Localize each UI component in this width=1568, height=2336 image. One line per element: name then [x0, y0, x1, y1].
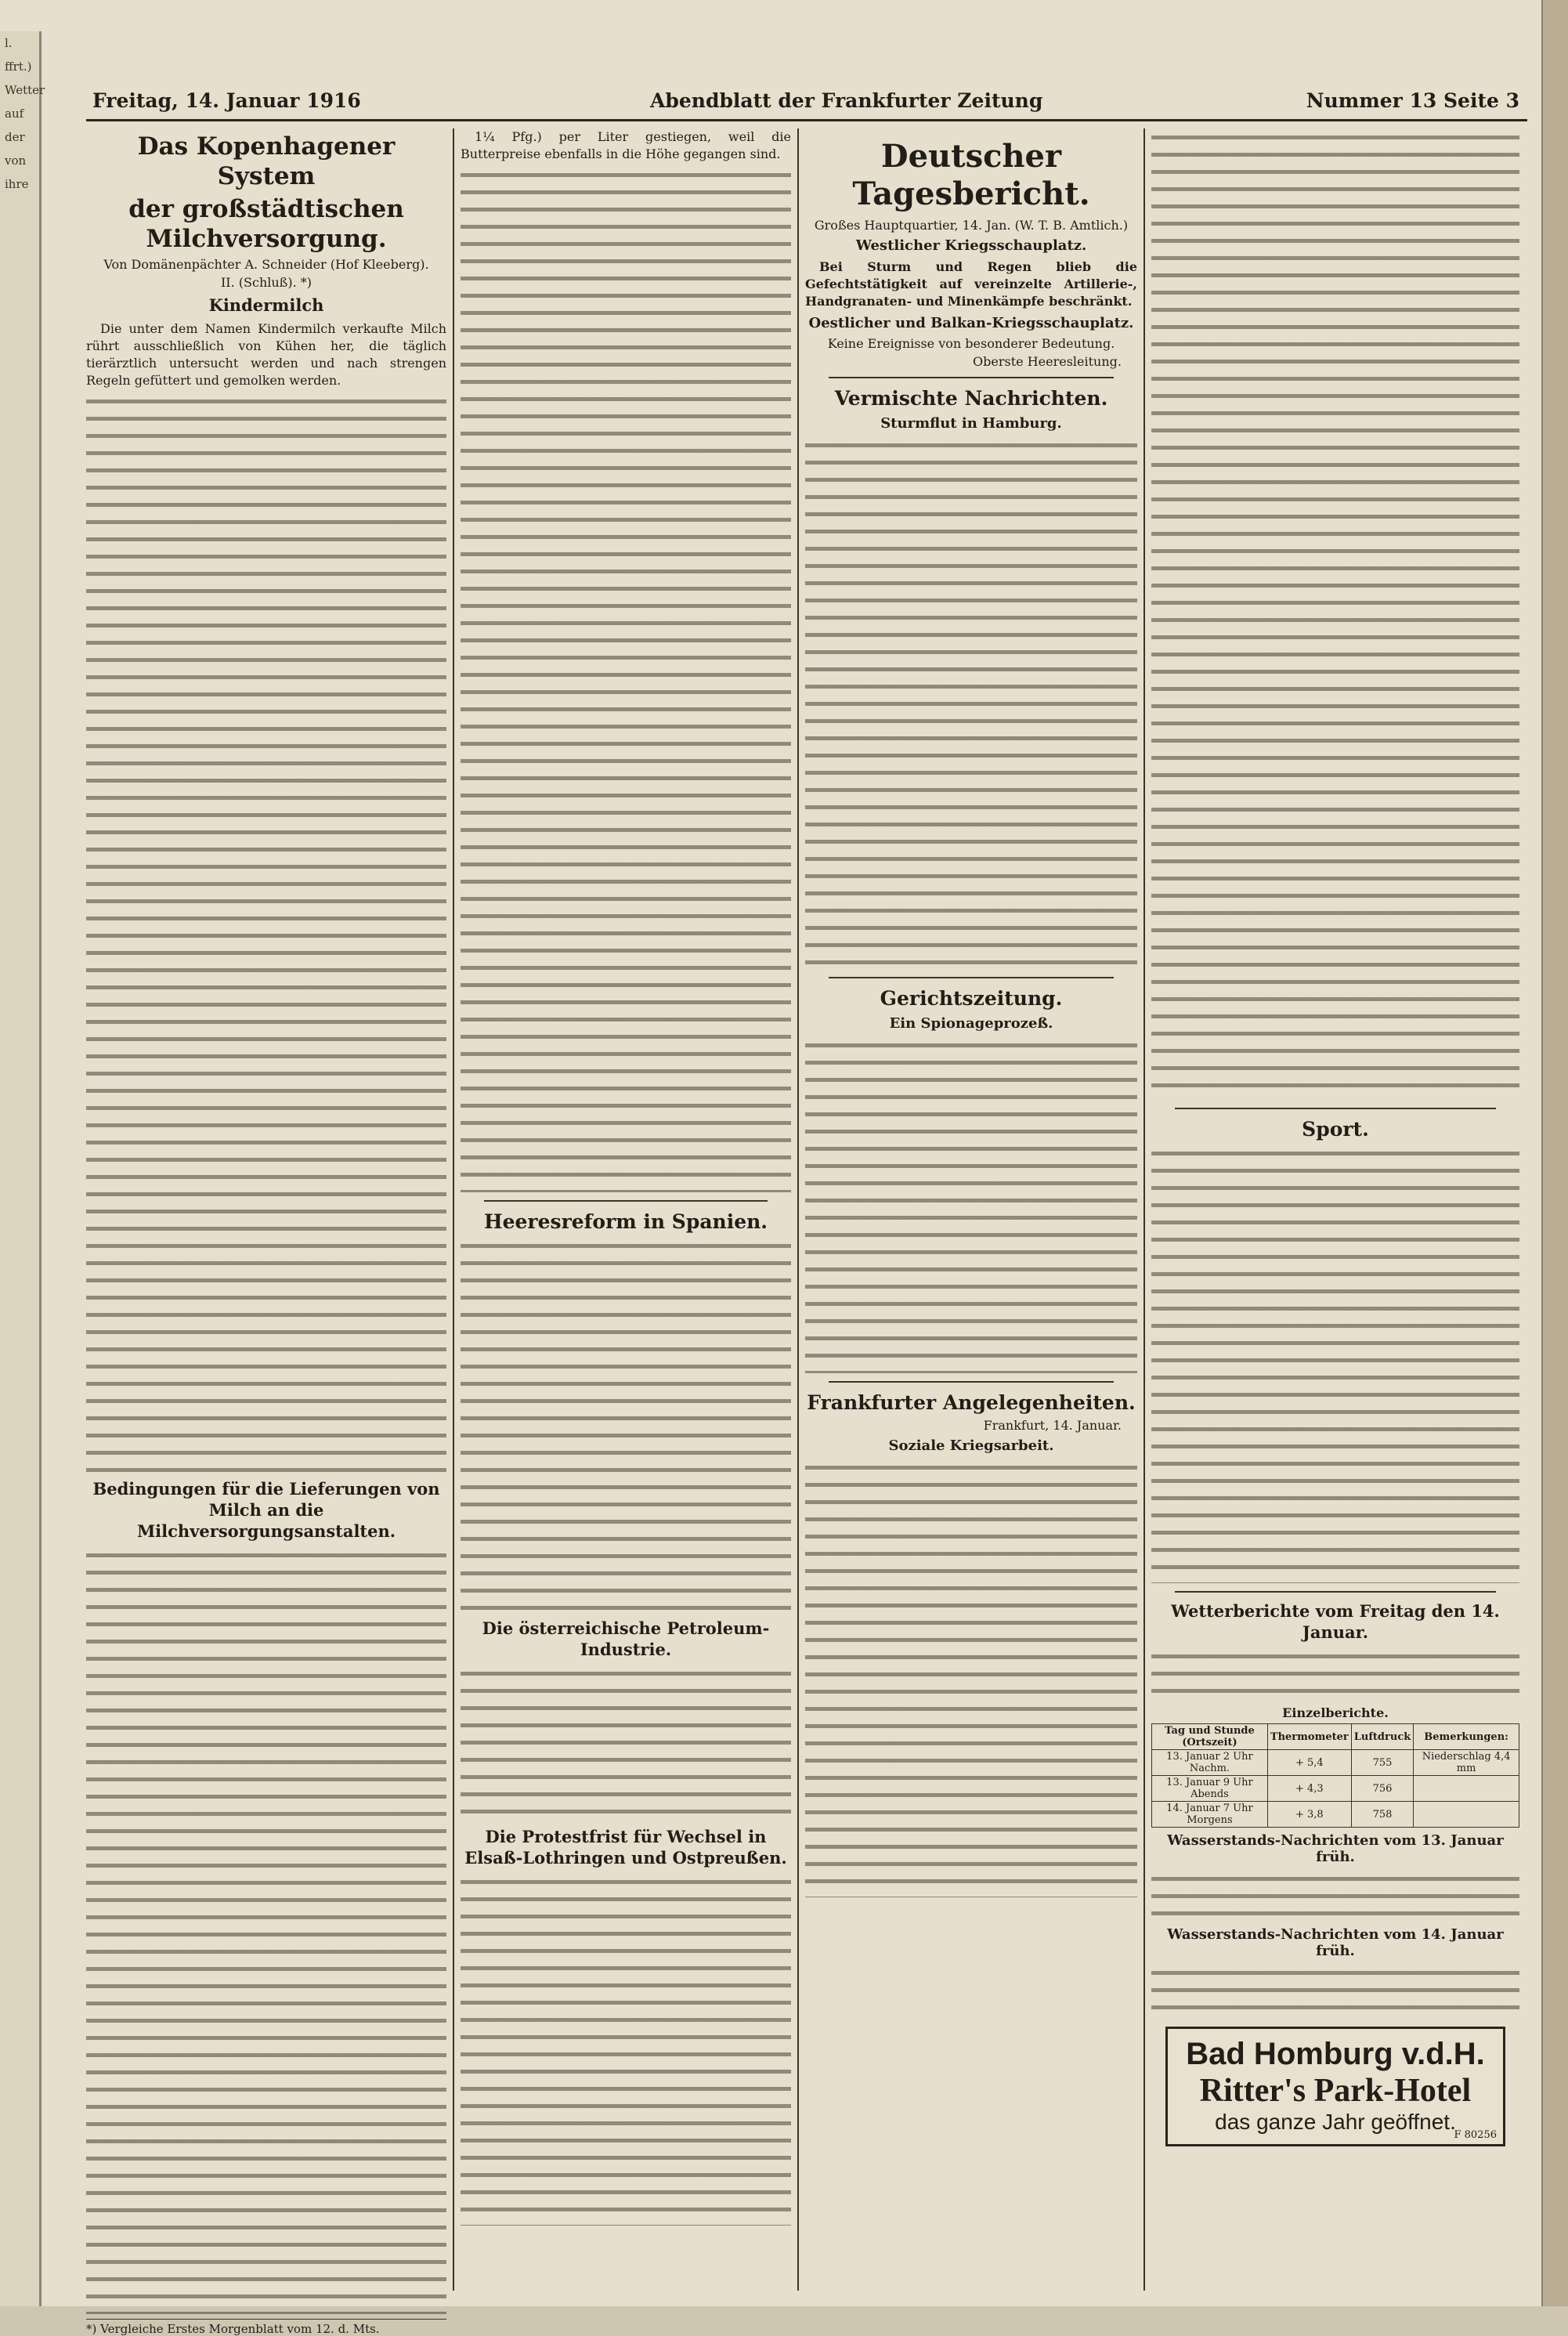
ad-tagline: das ganze Jahr geöffnet.	[1215, 2110, 1456, 2134]
column-divider	[453, 128, 454, 2291]
article-title: Sport.	[1302, 1118, 1369, 1141]
paragraph: 1¼ Pfg.) per Liter gestiegen, weil die Butterpreise ebenfalls in die Höhe gegangen sind.	[461, 129, 791, 161]
article-title: Heeresreform in Spanien.	[484, 1210, 768, 1233]
subheading: Soziale Kriegsarbeit.	[888, 1437, 1054, 1454]
page-header	[86, 85, 1527, 118]
binding-edge	[1541, 0, 1568, 2306]
header-rule	[86, 119, 1527, 121]
table-row	[1152, 1776, 1519, 1802]
table-cell: 13. Januar 2 Uhr Nachm.	[1152, 1750, 1268, 1776]
signature: Oberste Heeresleitung.	[973, 354, 1122, 369]
byline: Von Domänenpächter A. Schneider (Hof Kleeberg).	[103, 257, 429, 272]
subheading: Ein Spionageprozeß.	[889, 1015, 1053, 1032]
table-cell: 14. Januar 7 Uhr Morgens	[1152, 1802, 1268, 1828]
table-cell: 13. Januar 9 Uhr Abends	[1152, 1776, 1268, 1802]
paragraph: Keine Ereignisse von besonderer Bedeutung.	[827, 336, 1115, 351]
text-block	[805, 436, 1137, 969]
weather-subheading: Einzelberichte.	[1282, 1705, 1389, 1720]
hotel-advertisement	[1165, 2027, 1505, 2146]
text-block	[1151, 1647, 1519, 1702]
header-page-number: Nummer 13 Seite 3	[1306, 89, 1519, 112]
separator	[1175, 1108, 1496, 1109]
table-cell: + 3,8	[1267, 1802, 1351, 1828]
table-cell	[1414, 1776, 1519, 1802]
text-block	[86, 1546, 446, 2314]
separator	[484, 1200, 768, 1202]
column-2	[461, 128, 791, 2298]
table-row	[1152, 1750, 1519, 1776]
weather-title: Wetterberichte vom Freitag den 14. Januar.	[1171, 1601, 1500, 1642]
column-divider	[1143, 128, 1145, 2291]
table-header: Thermometer	[1267, 1724, 1351, 1750]
text-block	[461, 1237, 791, 1613]
table-header: Bemerkungen:	[1414, 1724, 1519, 1750]
table-cell: 758	[1351, 1802, 1414, 1828]
dateline: Großes Hauptquartier, 14. Jan. (W. T. B. Amtlich.)	[814, 218, 1129, 233]
article-title: Die Protestfrist für Wechsel in Elsaß-Lothringen und Ostpreußen.	[464, 1827, 787, 1868]
article-title: Gerichtszeitung.	[880, 987, 1063, 1010]
header-date: Freitag, 14. Januar 1916	[92, 89, 361, 112]
water-report-title: Wasserstands-Nachrichten vom 14. Januar früh.	[1167, 1926, 1504, 1959]
table-header: Luftdruck	[1351, 1724, 1414, 1750]
text-block	[461, 1873, 791, 2226]
article-title: Vermischte Nachrichten.	[834, 387, 1108, 410]
section-heading: Bedingungen für die Lieferungen von Milch an die Milchversorgungsanstalten.	[92, 1479, 440, 1541]
text-block	[461, 166, 791, 1192]
separator	[829, 977, 1114, 978]
separator	[829, 377, 1114, 378]
section-heading: Oestlicher und Balkan-Kriegsschauplatz.	[808, 315, 1134, 331]
table-row	[1152, 1802, 1519, 1828]
article-title: Frankfurter Angelegenheiten.	[807, 1391, 1136, 1414]
text-block	[461, 1665, 791, 1821]
table-cell: + 4,3	[1267, 1776, 1351, 1802]
column-3	[805, 128, 1137, 2298]
table-cell: 756	[1351, 1776, 1414, 1802]
article-title: Deutscher Tagesbericht.	[852, 138, 1090, 212]
table-cell: Niederschlag 4,4 mm	[1414, 1750, 1519, 1776]
paragraph: Die unter dem Namen Kindermilch verkaufte Milch rührt ausschließlich von Kühen her, die täglich tierärztlich untersucht werden und nach strengen Regeln gefüttert und gemolken werden.	[86, 321, 446, 388]
ad-location: Bad Homburg v.d.H.	[1186, 2037, 1485, 2071]
table-cell: + 5,4	[1267, 1750, 1351, 1776]
paragraph: Bei Sturm und Regen blieb die Gefechtstätigkeit auf vereinzelte Artillerie-, Handgranaten- und Minenkämpfe beschränkt.	[805, 259, 1137, 309]
article-title: Die österreichische Petroleum-Industrie.	[482, 1618, 770, 1659]
article-title-line2: der großstädtischen Milchversorgung.	[128, 195, 404, 253]
text-block	[1151, 1144, 1519, 1583]
weather-table	[1151, 1723, 1519, 1828]
section-heading: Westlicher Kriegsschauplatz.	[855, 237, 1087, 254]
article-part: II. (Schluß). *)	[220, 275, 313, 290]
text-block	[1151, 1870, 1519, 1922]
subheading: Sturmflut in Hamburg.	[880, 415, 1062, 432]
column-4	[1151, 128, 1519, 2298]
column-divider	[797, 128, 799, 2291]
ad-code: F 80256	[1454, 2129, 1497, 2141]
column-1	[86, 128, 446, 2336]
footnote: *) Vergleiche Erstes Morgenblatt vom 12. d. Mts.	[86, 2319, 446, 2336]
table-cell: 755	[1351, 1750, 1414, 1776]
table-cell	[1414, 1802, 1519, 1828]
adjacent-page-edge: l. ffrt.) Wetter auf der von ihre	[0, 31, 42, 2306]
text-block	[1151, 128, 1519, 1100]
text-block	[805, 1459, 1137, 1897]
table-header: Tag und Stunde (Ortszeit)	[1152, 1724, 1268, 1750]
ad-hotel-name: Ritter's Park-Hotel	[1199, 2073, 1472, 2109]
header-paper-name: Abendblatt der Frankfurter Zeitung	[650, 89, 1043, 112]
separator	[829, 1381, 1114, 1383]
dateline: Frankfurt, 14. Januar.	[983, 1418, 1122, 1433]
article-title: Das Kopenhagener System	[137, 132, 396, 190]
text-block	[805, 1036, 1137, 1373]
water-report-title: Wasserstands-Nachrichten vom 13. Januar früh.	[1167, 1832, 1504, 1865]
separator	[1175, 1591, 1496, 1593]
text-block	[1151, 1964, 1519, 2016]
section-heading: Kindermilch	[208, 295, 324, 315]
text-block	[86, 392, 446, 1474]
